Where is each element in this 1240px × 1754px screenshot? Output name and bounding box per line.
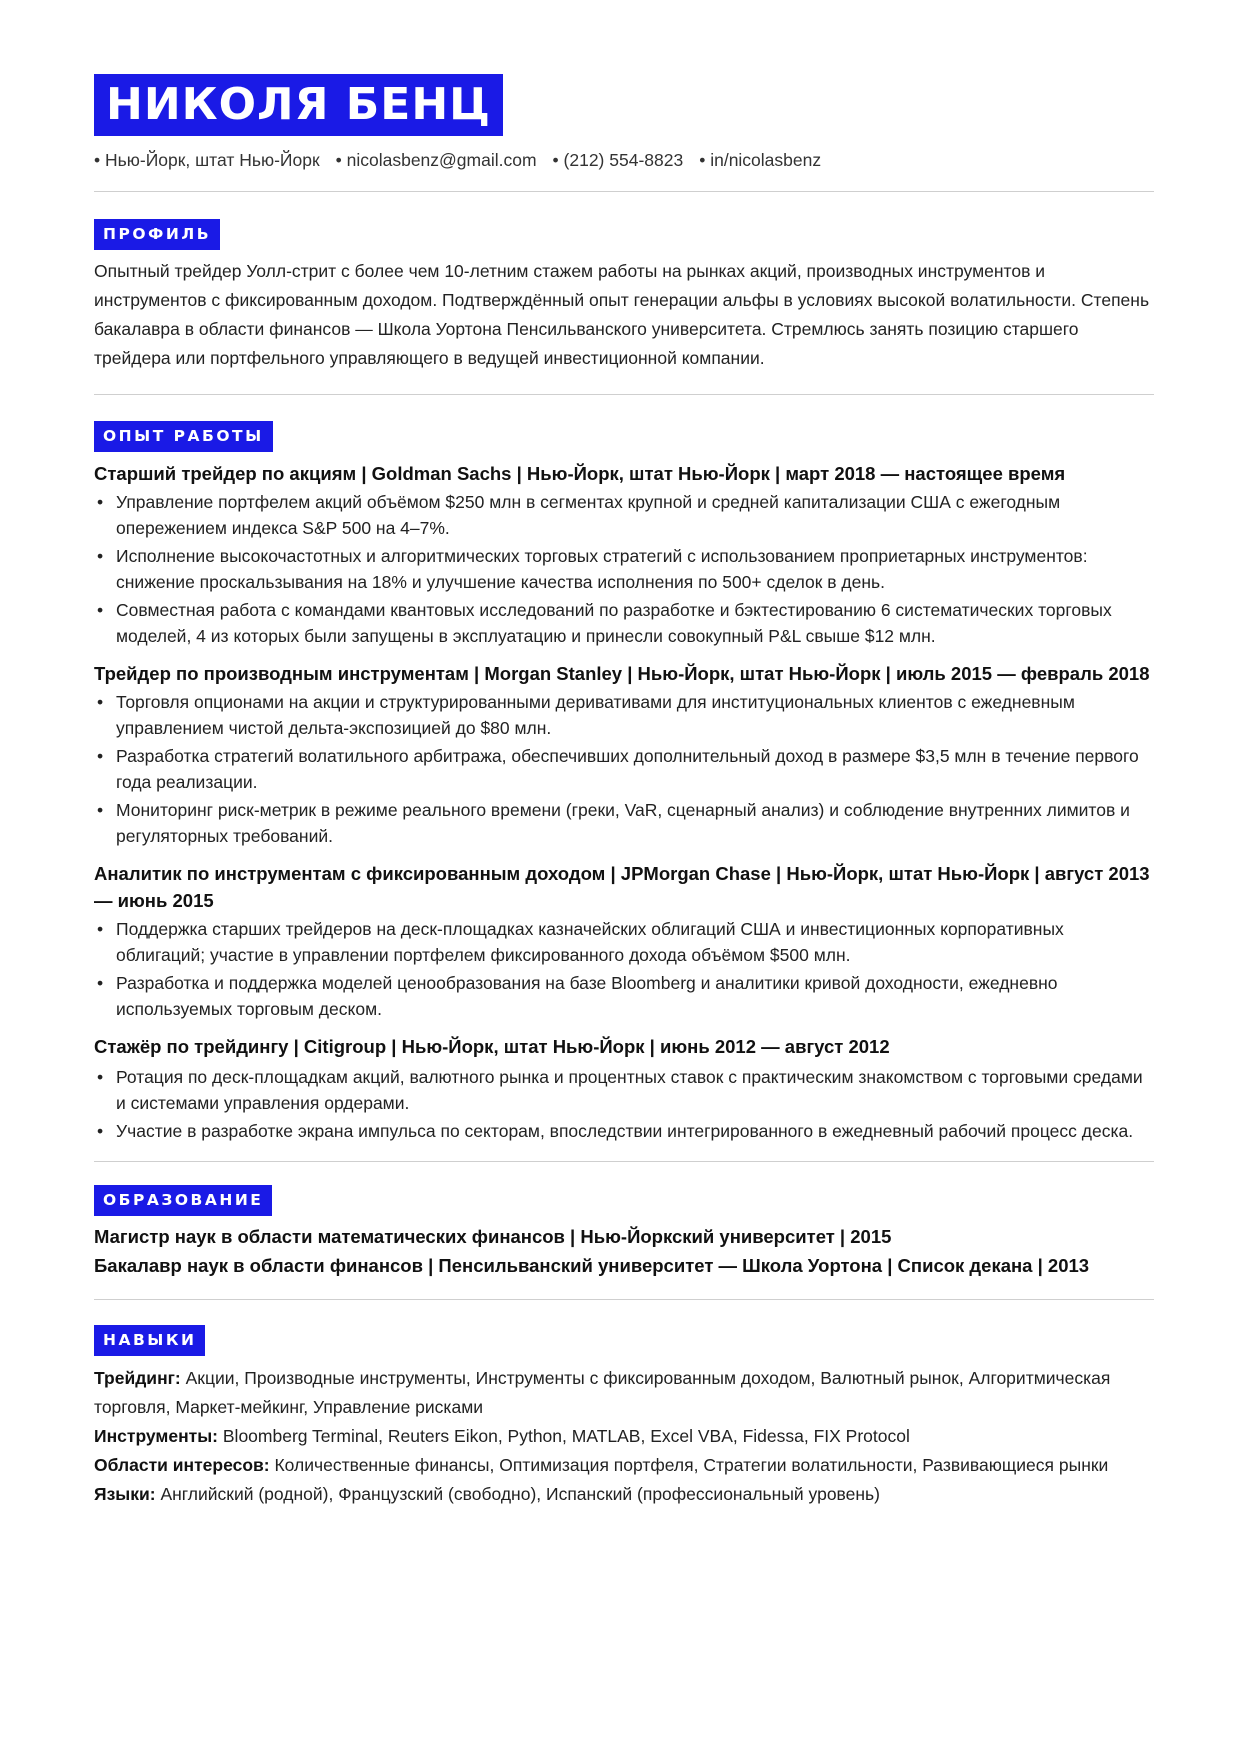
section-heading-experience: ОПЫТ РАБОТЫ	[94, 421, 273, 452]
skill-group	[94, 1451, 1154, 1480]
section-heading-education: ОБРАЗОВАНИЕ	[94, 1185, 272, 1216]
skill-group-label: Языки:	[94, 1484, 156, 1504]
job-bullet: • Разработка стратегий волатильного арбитража, обеспечивших дополнительный доход в размере $3,5 млн в течение первого года реализации.	[97, 746, 1139, 792]
job-entry	[94, 660, 1154, 849]
skill-group	[94, 1480, 1154, 1509]
profile-summary: Опытный трейдер Уолл-стрит с более чем 10-летним стажем работы на рынках акций, производных инструментов и инструментов с фиксированным доходом. Подтверждённый опыт генерации альфы в условиях высокой волатильности. Степень бакалавра в области финансов — Школа Уортона Пенсильванского университета. Стремлюсь занять позицию старшего трейдера или портфельного управляющего в ведущей инвестиционной компании.	[94, 261, 1150, 368]
job-bullet: • Совместная работа с командами квантовых исследований по разработке и бэктестированию 6 систематических торговых моделей, 4 из которых были запущены в эксплуатацию и принесли совокупный P&L свыше $12 млн.	[97, 600, 1112, 646]
job-bullet: • Исполнение высокочастотных и алгоритмических торговых стратегий с использованием проприетарных инструментов: снижение проскальзывания на 18% и улучшение качества исполнения по 500+ сделок в день.	[97, 546, 1088, 592]
skill-group	[94, 1364, 1154, 1422]
divider	[94, 1161, 1154, 1162]
job-entry	[94, 1033, 1154, 1144]
job-bullet: • Управление портфелем акций объёмом $250 млн в сегментах крупной и средней капитализации США с ежегодным опережением индекса S&P 500 на 4–7%.	[97, 492, 1061, 538]
job-title: Трейдер по производным инструментам | Morgan Stanley | Нью-Йорк, штат Нью-Йорк | июль 2015 — февраль 2018	[94, 663, 1150, 684]
skill-group-value: Английский (родной), Французский (свободно), Испанский (профессиональный уровень)	[155, 1484, 880, 1504]
section-heading-skills: НАВЫКИ	[94, 1325, 205, 1356]
job-entry	[94, 460, 1154, 649]
skill-group-value: Акции, Производные инструменты, Инструменты с фиксированным доходом, Валютный рынок, Алгоритмическая торговля, Маркет-мейкинг, Управление рисками	[94, 1368, 1111, 1417]
skill-group-label: Трейдинг:	[94, 1368, 181, 1388]
job-bullet: • Мониторинг риск-метрик в режиме реального времени (греки, VaR, сценарный анализ) и соблюдение внутренних лимитов и регуляторных требований.	[97, 800, 1130, 846]
job-entry	[94, 860, 1154, 1022]
contact-email[interactable]: • nicolasbenz@gmail.com	[335, 150, 537, 170]
job-bullet: • Торговля опционами на акции и структурированными деривативами для институциональных клиентов с ежедневным управлением чистой дельта-экспозицией до $80 млн.	[97, 692, 1075, 738]
section-heading-profile: ПРОФИЛЬ	[94, 219, 220, 250]
skill-group-label: Инструменты:	[94, 1426, 219, 1446]
job-title: Старший трейдер по акциям | Goldman Sachs | Нью-Йорк, штат Нью-Йорк | март 2018 — настоящее время	[94, 463, 1066, 484]
skill-group-label: Области интересов:	[94, 1455, 270, 1475]
job-bullet: • Ротация по деск-площадкам акций, валютного рынка и процентных ставок с практическим знакомством с торговыми средами и системами управления ордерами.	[97, 1067, 1143, 1113]
contact-line	[94, 148, 1154, 172]
divider	[94, 191, 1154, 192]
divider	[94, 1299, 1154, 1300]
resume-page	[94, 74, 1154, 1509]
job-title: Аналитик по инструментам с фиксированным доходом | JPMorgan Chase | Нью-Йорк, штат Нью-Йорк | август 2013 — июнь 2015	[94, 863, 1150, 911]
contact-location: • Нью-Йорк, штат Нью-Йорк	[94, 150, 320, 170]
skill-group-value: Bloomberg Terminal, Reuters Eikon, Python, MATLAB, Excel VBA, Fidessa, FIX Protocol	[218, 1426, 910, 1446]
divider	[94, 394, 1154, 395]
contact-linkedin[interactable]: • in/nicolasbenz	[699, 150, 822, 170]
skill-group-value: Количественные финансы, Оптимизация портфеля, Стратегии волатильности, Развивающиеся рынки	[269, 1455, 1109, 1475]
job-bullet: • Участие в разработке экрана импульса по секторам, впоследствии интегрированного в ежедневный рабочий процесс деска.	[97, 1121, 1134, 1141]
contact-phone[interactable]: • (212) 554-8823	[552, 150, 684, 170]
education-entry: Магистр наук в области математических финансов | Нью-Йоркский университет | 2015	[94, 1226, 892, 1247]
candidate-name: НИКОЛЯ БЕНЦ	[94, 74, 503, 136]
job-title: Стажёр по трейдингу | Citigroup | Нью-Йорк, штат Нью-Йорк | июнь 2012 — август 2012	[94, 1036, 890, 1057]
education-entry: Бакалавр наук в области финансов | Пенсильванский университет — Школа Уортона | Список декана | 2013	[94, 1255, 1090, 1276]
job-bullet: • Поддержка старших трейдеров на деск-площадках казначейских облигаций США и инвестиционных корпоративных облигаций; участие в управлении портфелем фиксированного дохода объёмом $500 млн.	[97, 919, 1064, 965]
skill-group	[94, 1422, 1154, 1451]
job-bullet: • Разработка и поддержка моделей ценообразования на базе Bloomberg и аналитики кривой доходности, ежедневно используемых торговым деском.	[97, 973, 1058, 1019]
